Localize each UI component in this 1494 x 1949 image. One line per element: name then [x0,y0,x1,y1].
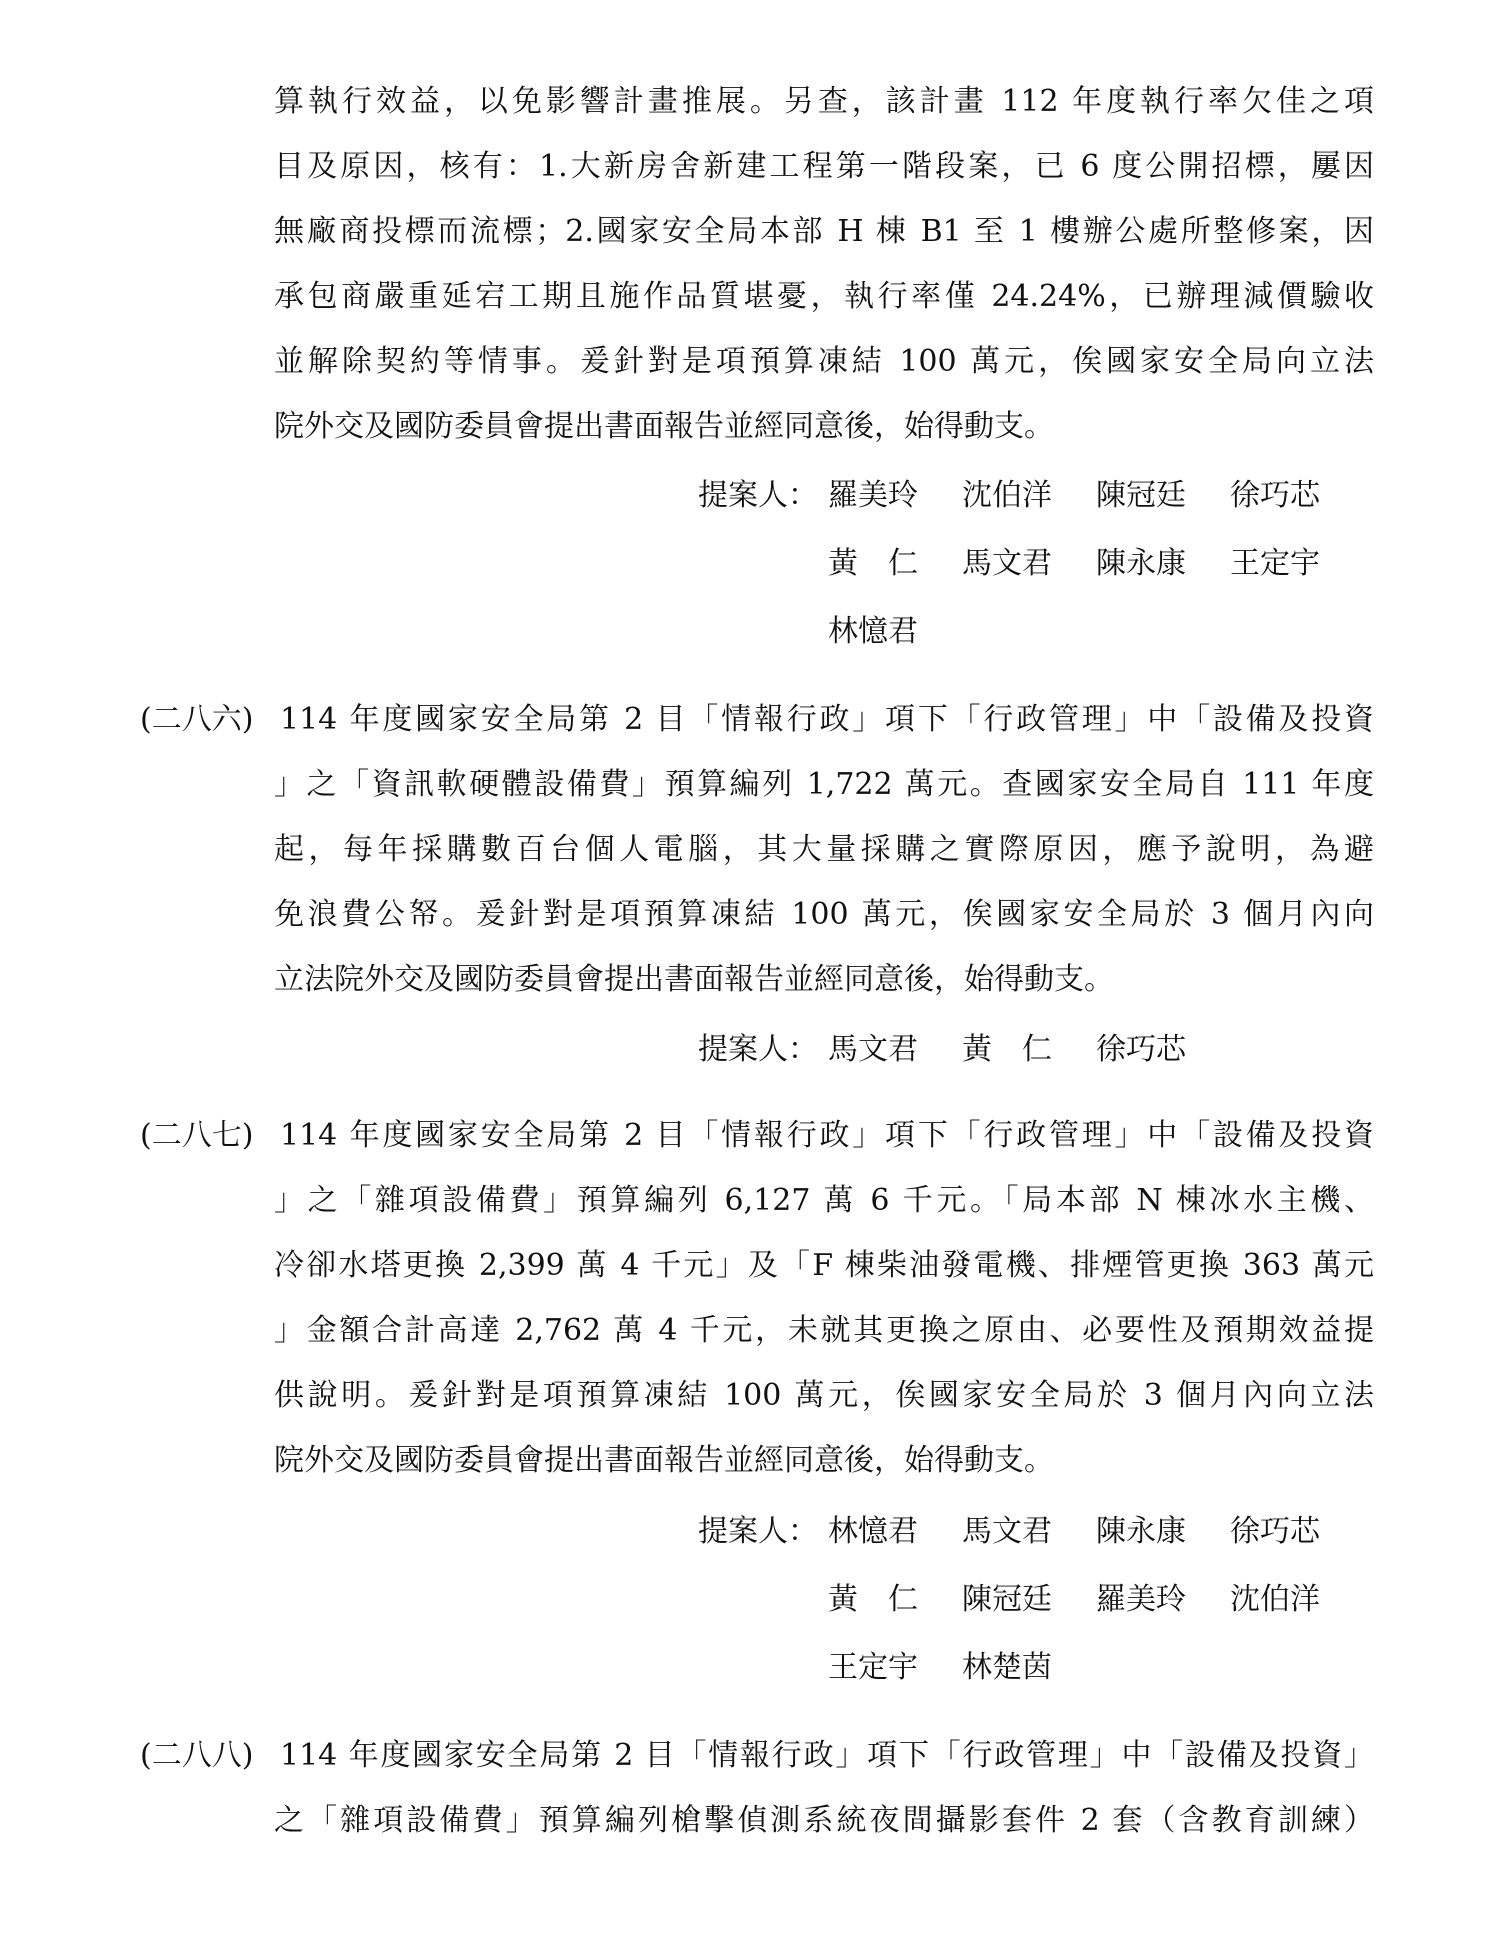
proposer-name: 沈伯洋 [962,478,1052,513]
paragraph-line: 114 年度國家安全局第 2 目「情報行政」項下「行政管理」中「設備及投資 [280,702,1374,737]
proposer-name: 林憶君 [828,1514,918,1549]
proposer-label: 提案人： [698,1032,818,1067]
paragraph-line: 114 年度國家安全局第 2 目「情報行政」項下「行政管理」中「設備及投資 [280,1118,1374,1153]
paragraph-line: 114 年度國家安全局第 2 目「情報行政」項下「行政管理」中「設備及投資」 [280,1738,1374,1773]
paragraph-line: 無廠商投標而流標；2.國家安全局本部 H 棟 B1 至 1 樓辦公處所整修案，因 [274,214,1374,249]
paragraph-line: 」之「雜項設備費」預算編列 6,127 萬 6 千元。「局本部 N 棟冰水主機、 [274,1183,1374,1218]
proposer-name: 王定宇 [828,1650,918,1685]
proposer-name: 林憶君 [828,614,918,649]
item-number: (二八六) [140,702,254,737]
proposer-name: 徐巧芯 [1096,1032,1186,1067]
proposer-label: 提案人： [698,478,818,513]
proposer-name: 徐巧芯 [1230,1514,1320,1549]
proposer-name: 沈伯洋 [1230,1582,1320,1617]
proposer-name: 羅美玲 [828,478,918,513]
paragraph-line: 院外交及國防委員會提出書面報告並經同意後，始得動支。 [274,409,1054,444]
proposer-name: 馬文君 [828,1032,918,1067]
paragraph-line: 院外交及國防委員會提出書面報告並經同意後，始得動支。 [274,1443,1054,1478]
proposer-label: 提案人： [698,1514,818,1549]
paragraph-line: 」之「資訊軟硬體設備費」預算編列 1,722 萬元。查國家安全局自 111 年度 [274,767,1374,802]
proposer-name: 黃 仁 [962,1032,1052,1067]
paragraph-line: 並解除契約等情事。爰針對是項預算凍結 100 萬元，俟國家安全局向立法 [274,344,1374,379]
paragraph-line: 」金額合計高達 2,762 萬 4 千元，未就其更換之原由、必要性及預期效益提 [274,1313,1374,1348]
paragraph-line: 目及原因，核有：1.大新房舍新建工程第一階段案，已 6 度公開招標，屢因 [274,149,1374,184]
proposer-name: 徐巧芯 [1230,478,1320,513]
item-number: (二八七) [140,1118,254,1153]
proposer-name: 陳冠廷 [962,1582,1052,1617]
proposer-name: 林楚茵 [962,1650,1052,1685]
paragraph-line: 立法院外交及國防委員會提出書面報告並經同意後，始得動支。 [274,962,1114,997]
proposer-name: 馬文君 [962,1514,1052,1549]
paragraph-line: 冷卻水塔更換 2,399 萬 4 千元」及「F 棟柴油發電機、排煙管更換 363 萬元 [274,1248,1374,1283]
paragraph-line: 承包商嚴重延宕工期且施作品質堪憂，執行率僅 24.24%，已辦理減價驗收 [274,279,1374,314]
paragraph-line: 免浪費公帑。爰針對是項預算凍結 100 萬元，俟國家安全局於 3 個月內向 [274,897,1374,932]
paragraph-line: 算執行效益，以免影響計畫推展。另查，該計畫 112 年度執行率欠佳之項 [274,84,1374,119]
proposer-name: 陳冠廷 [1096,478,1186,513]
proposer-name: 陳永康 [1096,546,1186,581]
proposer-name: 羅美玲 [1096,1582,1186,1617]
proposer-name: 陳永康 [1096,1514,1186,1549]
paragraph-line: 供說明。爰針對是項預算凍結 100 萬元，俟國家安全局於 3 個月內向立法 [274,1378,1374,1413]
proposer-name: 王定宇 [1230,546,1320,581]
item-number: (二八八) [140,1738,254,1773]
proposer-name: 馬文君 [962,546,1052,581]
paragraph-line: 之「雜項設備費」預算編列槍擊偵測系統夜間攝影套件 2 套（含教育訓練） [274,1803,1374,1838]
paragraph-line: 起，每年採購數百台個人電腦，其大量採購之實際原因，應予說明，為避 [274,832,1374,867]
proposer-name: 黃 仁 [828,1582,918,1617]
proposer-name: 黃 仁 [828,546,918,581]
